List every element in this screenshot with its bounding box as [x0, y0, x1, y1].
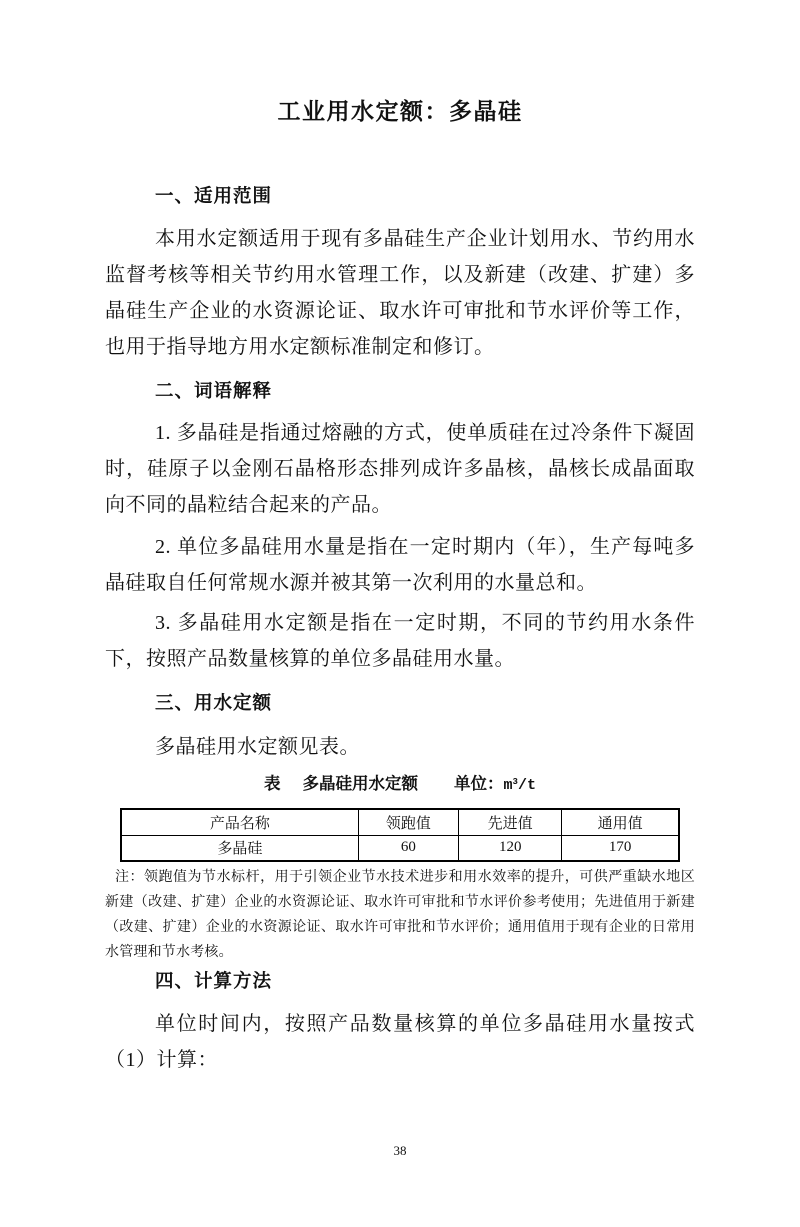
- column-header-product: 产品名称: [121, 809, 358, 835]
- quota-table: [120, 808, 680, 862]
- paragraph-calculation: 单位时间内，按照产品数量核算的单位多晶硅用水量按式（1）计算：: [105, 1013, 695, 1071]
- paragraph-quota-intro: 多晶硅用水定额见表。: [155, 736, 360, 758]
- column-header-general: 通用值: [562, 809, 679, 835]
- section-heading-scope: 一、适用范围: [155, 185, 273, 206]
- term-item-3: 3. 多晶硅用水定额是指在一定时期，不同的节约用水条件下，按照产品数量核算的单位多晶硅用水量。: [105, 612, 695, 670]
- document-page: [0, 96, 800, 1227]
- table-row: [121, 835, 679, 861]
- quota-table-body: [121, 835, 679, 861]
- unit-superscript: 3: [512, 777, 518, 788]
- term-item-1: 1. 多晶硅是指通过熔融的方式，使单质硅在过冷条件下凝固时，硅原子以金刚石晶格形态排列成许多晶核，晶核长成晶面取向不同的晶粒结合起来的产品。: [105, 422, 695, 516]
- section-heading-terms: 二、词语解释: [155, 380, 273, 401]
- paragraph-scope: 本用水定额适用于现有多晶硅生产企业计划用水、节约用水监督考核等相关节约用水管理工作，以及新建（改建、扩建）多晶硅生产企业的水资源论证、取水许可审批和节水评价等工作，也用于指导地方用水定额标准制定和修订。: [105, 228, 695, 358]
- product-cell: 多晶硅: [121, 835, 358, 861]
- table-caption-label: 表: [264, 775, 281, 793]
- unit-value: [504, 777, 536, 794]
- column-header-advanced: 先进值: [459, 809, 562, 835]
- table-note: 注：领跑值为节水标杆，用于引领企业节水技术进步和用水效率的提升，可供严重缺水地区新建（改建、扩建）企业的水资源论证、取水许可审批和节水评价参考使用；先进值用于新建（改建、扩建）企业的水资源论证、取水许可审批和节水评价；通用值用于现有企业的日常用水管理和节水考核。: [105, 870, 695, 960]
- unit-base: m: [503, 777, 513, 794]
- quota-table-head: [121, 809, 679, 835]
- page-number: 38: [393, 1143, 407, 1158]
- unit-suffix: /t: [517, 777, 536, 794]
- term-item-2: 2. 单位多晶硅用水量是指在一定时期内（年），生产每吨多晶硅取自任何常规水源并被其第一次利用的水量总和。: [105, 536, 695, 594]
- general-value-cell: 170: [562, 835, 679, 861]
- leading-value-cell: 60: [358, 835, 458, 861]
- section-heading-calculation: 四、计算方法: [155, 970, 273, 991]
- column-header-leading: 领跑值: [358, 809, 458, 835]
- section-heading-quota: 三、用水定额: [155, 692, 273, 713]
- header-row: [121, 809, 679, 835]
- table-caption-unit: [454, 773, 536, 798]
- table-caption: [105, 773, 695, 798]
- table-caption-title: 多晶硅用水定额: [302, 775, 419, 793]
- unit-label: 单位：: [454, 775, 504, 793]
- page-title: 工业用水定额：多晶硅: [277, 99, 523, 124]
- advanced-value-cell: 120: [459, 835, 562, 861]
